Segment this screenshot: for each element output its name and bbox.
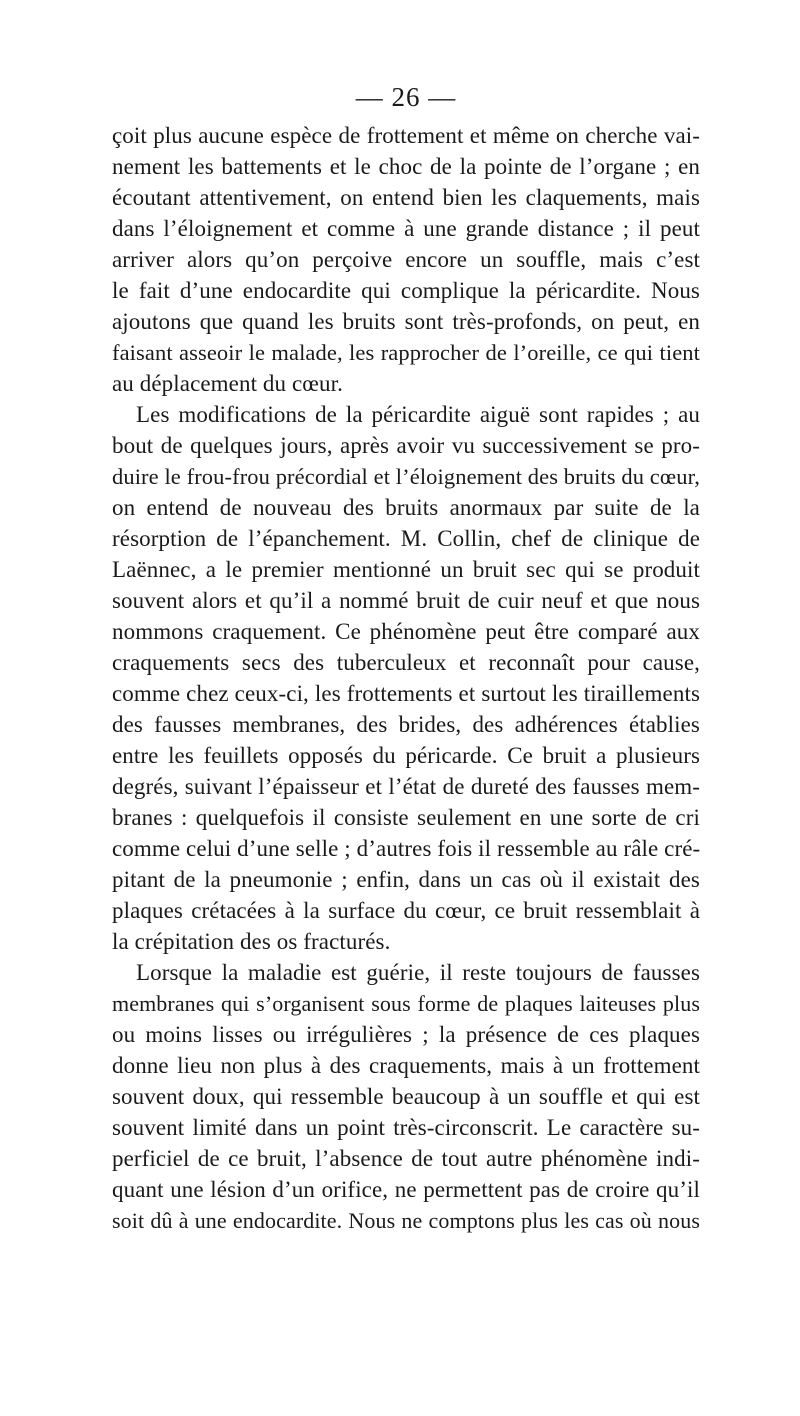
text-line: Lorsque la maladie est guérie, il reste toujours de fausses — [136, 960, 700, 985]
text-line: écoutant attentivement, on entend bien les claquements, mais — [112, 185, 700, 210]
text-line: nement les battements et le choc de la pointe de l’organe ; en — [112, 154, 700, 179]
text-line: çoit plus aucune espèce de frottement et même on cherche vai- — [112, 123, 700, 148]
text-line: craquements secs des tuberculeux et reconnaît pour cause, — [112, 650, 700, 675]
text-line: arriver alors qu’on perçoive encore un souffle, mais c’est — [112, 247, 700, 272]
text-line: soit dû à une endocardite. Nous ne comptons plus les cas où nous — [112, 1208, 700, 1233]
text-line: Les modifications de la péricardite aiguë sont rapides ; au — [136, 402, 700, 427]
text-line: le fait d’une endocardite qui complique la péricardite. Nous — [112, 278, 700, 303]
text-line: des fausses membranes, des brides, des adhérences établies — [112, 712, 700, 737]
text-line: entre les feuillets opposés du péricarde. Ce bruit a plusieurs — [112, 743, 700, 768]
text-line: on entend de nouveau des bruits anormaux par suite de la — [112, 495, 700, 520]
text-line: ou moins lisses ou irrégulières ; la présence de ces plaques — [112, 1022, 700, 1047]
text-line: quant une lésion d’un orifice, ne permettent pas de croire qu’il — [112, 1177, 700, 1202]
text-line: la crépitation des os fracturés. — [112, 929, 391, 954]
text-line: plaques crétacées à la surface du cœur, ce bruit ressemblait à — [112, 898, 700, 923]
text-line: dans l’éloignement et comme à une grande distance ; il peut — [112, 216, 700, 241]
text-line: ajoutons que quand les bruits sont très-profonds, on peut, en — [112, 309, 700, 334]
text-line: comme chez ceux-ci, les frottements et surtout les tiraillements — [112, 681, 700, 706]
text-line: souvent doux, qui ressemble beaucoup à un souffle et qui est — [112, 1084, 700, 1109]
text-line: bout de quelques jours, après avoir vu successivement se pro- — [112, 433, 700, 458]
text-line: résorption de l’épanchement. M. Collin, chef de clinique de — [112, 526, 700, 551]
body-text — [112, 120, 700, 1236]
text-line: souvent limité dans un point très-circonscrit. Le caractère su- — [112, 1115, 700, 1140]
page-number: — 26 — — [355, 82, 457, 112]
text-line: Laënnec, a le premier mentionné un bruit sec qui se produit — [112, 557, 700, 582]
text-line: duire le frou-frou précordial et l’éloignement des bruits du cœur, — [112, 464, 700, 489]
text-line: comme celui d’une selle ; d’autres fois il ressemble au râle cré- — [112, 836, 701, 861]
text-line: perficiel de ce bruit, l’absence de tout autre phénomène indi- — [112, 1146, 700, 1171]
text-line: au déplacement du cœur. — [112, 371, 343, 396]
text-line: nommons craquement. Ce phénomène peut être comparé aux — [112, 619, 700, 644]
text-line: faisant asseoir le malade, les rapprocher de l’oreille, ce qui tient — [112, 340, 700, 365]
text-line: branes : quelquefois il consiste seulement en une sorte de cri — [112, 805, 700, 830]
text-line: membranes qui s’organisent sous forme de plaques laiteuses plus — [112, 991, 700, 1016]
text-line: pitant de la pneumonie ; enfin, dans un cas où il existait des — [112, 867, 700, 892]
text-line: donne lieu non plus à des craquements, mais à un frottement — [112, 1053, 700, 1078]
text-line: degrés, suivant l’épaisseur et l’état de dureté des fausses mem- — [112, 774, 700, 799]
text-line: souvent alors et qu’il a nommé bruit de cuir neuf et que nous — [112, 588, 700, 613]
